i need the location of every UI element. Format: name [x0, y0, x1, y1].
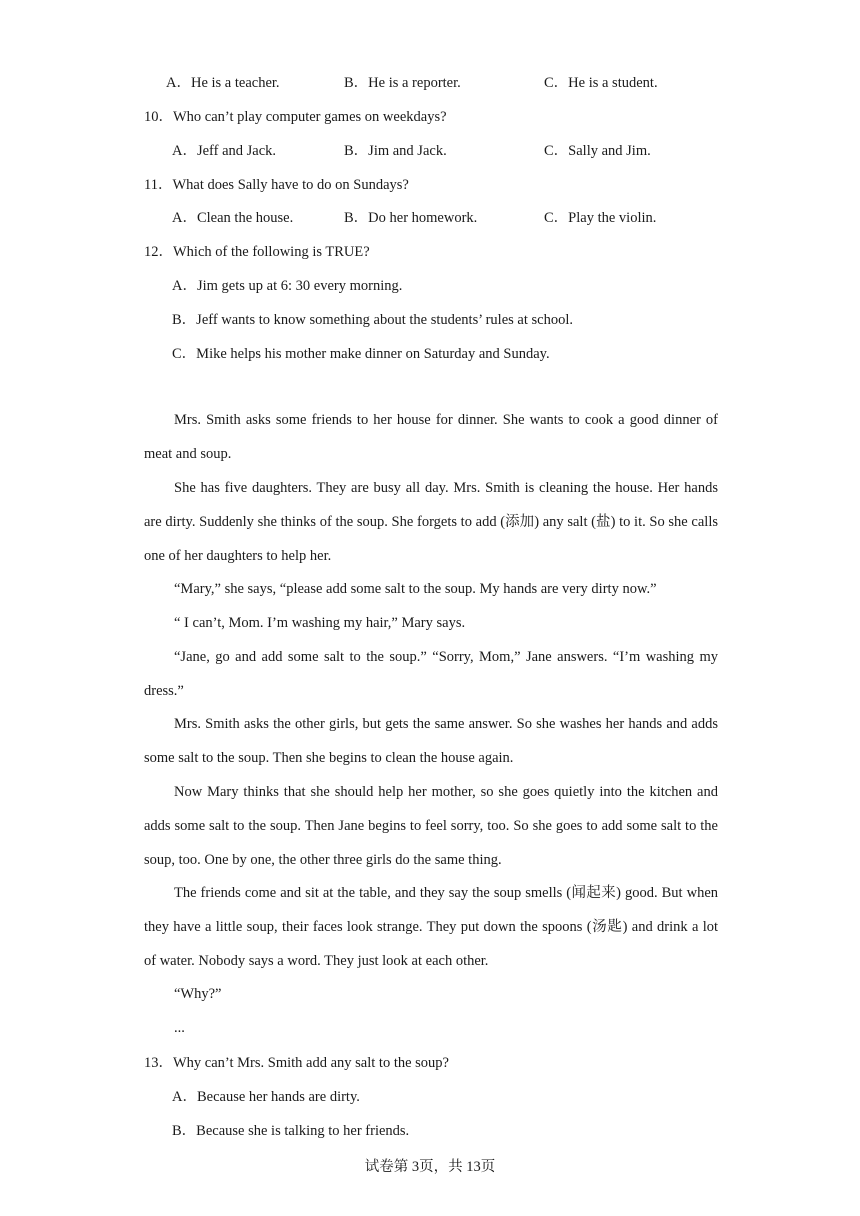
passage-paragraph: “ I can’t, Mom. I’m washing my hair,” Mary says.: [174, 615, 466, 631]
passage-paragraph: “Mary,” she says, “please add some salt to the soup. My hands are very dirty now.”: [174, 581, 657, 597]
passage-paragraph: “Jane, go and add some salt to the soup.” “Sorry, Mom,” Jane answers. “I’m washing my dress.”: [144, 649, 718, 699]
q10-stem: 10．Who can’t play computer games on weekdays?: [144, 109, 447, 125]
passage-paragraph: She has five daughters. They are busy all day. Mrs. Smith is cleaning the house. Her hands are dirty. Suddenly she thinks of the soup. She forgets to add (添加) any salt (盐) to it. So she calls one of her daughters to help her.: [144, 480, 718, 564]
q13-option-b: B．Because she is talking to her friends.: [172, 1123, 410, 1139]
q9-option-b: B．He is a reporter.: [344, 75, 461, 91]
q9-option-c: C．He is a student.: [544, 75, 658, 91]
q10-option-a: A．Jeff and Jack.: [172, 143, 277, 159]
q11-stem: 11．What does Sally have to do on Sundays?: [144, 177, 409, 193]
passage-paragraph: Mrs. Smith asks the other girls, but gets the same answer. So she washes her hands and adds some salt to the soup. Then she begins to clean the house again.: [144, 716, 718, 766]
q10-option-c: C．Sally and Jim.: [544, 143, 651, 159]
q11-option-a: A．Clean the house.: [172, 210, 294, 226]
q13-option-a: A．Because her hands are dirty.: [172, 1089, 360, 1105]
passage-paragraph: ...: [174, 1020, 185, 1036]
passage-paragraph: Mrs. Smith asks some friends to her house for dinner. She wants to cook a good dinner of meat and soup.: [144, 412, 718, 462]
q13-stem: 13．Why can’t Mrs. Smith add any salt to the soup?: [144, 1055, 449, 1071]
q11-option-c: C．Play the violin.: [544, 210, 657, 226]
passage-paragraph: The friends come and sit at the table, and they say the soup smells (闻起来) good. But when they have a little soup, their faces look strange. They put down the spoons (汤匙) and drink a lot of water. Nobody says a word. They just look at each other.: [144, 885, 718, 969]
q12-option-c: C．Mike helps his mother make dinner on Saturday and Sunday.: [172, 346, 550, 362]
passage-paragraph: “Why?”: [174, 986, 222, 1002]
passage-paragraph: Now Mary thinks that she should help her mother, so she goes quietly into the kitchen and adds some salt to the soup. Then Jane begins to feel sorry, too. So she goes to add some salt to the soup, too. One by one, the other three girls do the same thing.: [144, 784, 718, 868]
q12-stem: 12．Which of the following is TRUE?: [144, 244, 370, 260]
q11-option-b: B．Do her homework.: [344, 210, 478, 226]
q10-option-b: B．Jim and Jack.: [344, 143, 447, 159]
q12-option-b: B．Jeff wants to know something about the students’ rules at school.: [172, 312, 573, 328]
q12-option-a: A．Jim gets up at 6: 30 every morning.: [172, 278, 403, 294]
page-footer: 试卷第 3页，共 13页: [364, 1159, 496, 1175]
q9-option-a: A．He is a teacher.: [166, 75, 280, 91]
